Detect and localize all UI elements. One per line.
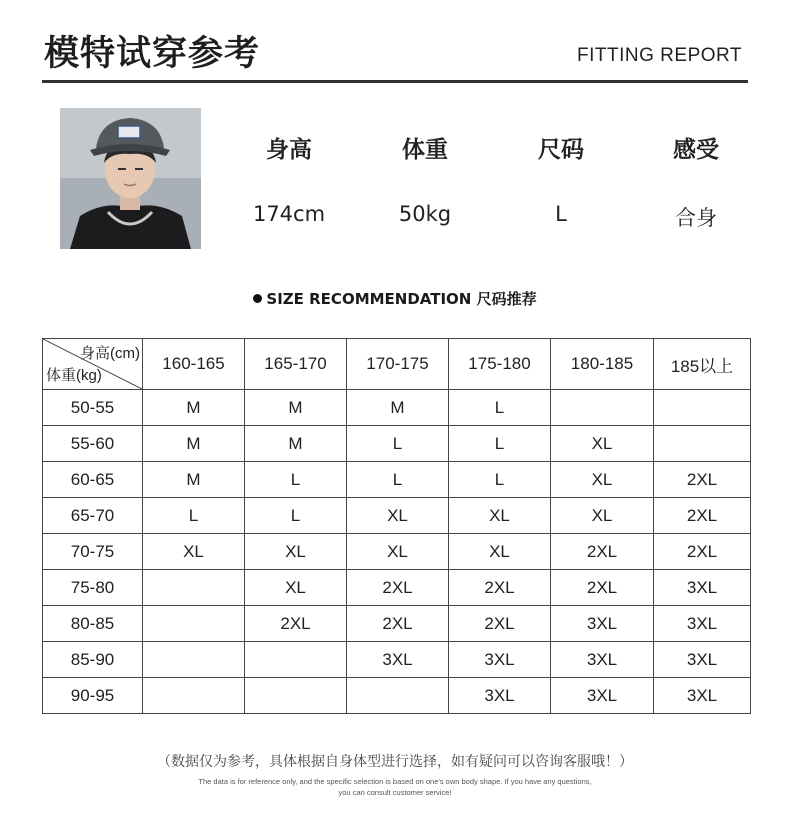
- section-heading-text: SIZE RECOMMENDATION 尺码推荐: [266, 290, 537, 308]
- size-cell: XL: [347, 498, 449, 534]
- weight-row-header: 75-80: [43, 570, 143, 606]
- size-cell: L: [245, 462, 347, 498]
- size-cell: [654, 390, 751, 426]
- height-column-header: 185以上: [654, 339, 751, 390]
- size-cell: 3XL: [347, 642, 449, 678]
- size-cell: M: [245, 426, 347, 462]
- stat-label-size: 尺码: [538, 137, 584, 163]
- table-row: [43, 606, 751, 642]
- size-cell: 3XL: [654, 642, 751, 678]
- size-cell: M: [143, 462, 245, 498]
- size-cell: 3XL: [654, 570, 751, 606]
- size-cell: XL: [245, 570, 347, 606]
- size-cell: [347, 678, 449, 714]
- size-cell: L: [449, 462, 551, 498]
- model-photo: [60, 108, 201, 249]
- size-cell: L: [449, 390, 551, 426]
- weight-row-header: 80-85: [43, 606, 143, 642]
- weight-row-header: 60-65: [43, 462, 143, 498]
- size-cell: 3XL: [551, 642, 654, 678]
- height-column-header: 170-175: [347, 339, 449, 390]
- size-cell: 2XL: [449, 606, 551, 642]
- page-subtitle: FITTING REPORT: [577, 45, 742, 66]
- disclaimer-cn: （数据仅为参考，具体根据自身体型进行选择，如有疑问可以咨询客服哦！）: [157, 754, 633, 770]
- size-cell: 2XL: [654, 498, 751, 534]
- size-cell: 3XL: [449, 678, 551, 714]
- size-cell: L: [245, 498, 347, 534]
- corner-height-label: 身高(cm): [80, 345, 140, 362]
- table-row: [43, 462, 751, 498]
- size-cell: 2XL: [347, 570, 449, 606]
- height-column-header: 175-180: [449, 339, 551, 390]
- size-cell: [143, 642, 245, 678]
- table-row: [43, 678, 751, 714]
- size-cell: 2XL: [347, 606, 449, 642]
- size-cell: M: [347, 390, 449, 426]
- title-divider: [42, 80, 748, 83]
- disclaimer-en: [0, 776, 790, 798]
- size-cell: XL: [245, 534, 347, 570]
- weight-row-header: 70-75: [43, 534, 143, 570]
- size-cell: XL: [551, 426, 654, 462]
- size-cell: 2XL: [654, 462, 751, 498]
- size-cell: [654, 426, 751, 462]
- size-cell: XL: [551, 498, 654, 534]
- table-row: [43, 570, 751, 606]
- size-cell: [245, 678, 347, 714]
- stat-value-weight: 50kg: [398, 202, 452, 226]
- size-cell: 3XL: [551, 606, 654, 642]
- size-cell: 3XL: [449, 642, 551, 678]
- table-row: [43, 534, 751, 570]
- stat-label-fit: 感受: [673, 137, 719, 163]
- stat-label-height: 身高: [266, 137, 312, 163]
- size-cell: 3XL: [654, 678, 751, 714]
- height-column-header: 160-165: [143, 339, 245, 390]
- height-column-header: 180-185: [551, 339, 654, 390]
- table-header-row: [43, 339, 751, 390]
- size-cell: [143, 678, 245, 714]
- size-cell: XL: [449, 534, 551, 570]
- size-cell: 2XL: [449, 570, 551, 606]
- size-chart-table: [42, 338, 751, 714]
- size-cell: M: [143, 426, 245, 462]
- disclaimer-en-line1: The data is for reference only, and the specific selection is based on one's own body shape. If you have any questions,: [198, 777, 592, 786]
- disclaimer-en-line2: you can consult customer service!: [338, 788, 452, 797]
- height-column-header: 165-170: [245, 339, 347, 390]
- stat-value-fit: 合身: [675, 206, 717, 230]
- table-row: [43, 426, 751, 462]
- corner-weight-label: 体重(kg): [46, 367, 102, 384]
- weight-row-header: 90-95: [43, 678, 143, 714]
- weight-row-header: 65-70: [43, 498, 143, 534]
- size-cell: [143, 606, 245, 642]
- size-cell: [245, 642, 347, 678]
- size-cell: M: [245, 390, 347, 426]
- size-cell: 2XL: [654, 534, 751, 570]
- size-cell: 2XL: [551, 534, 654, 570]
- page-title: 模特试穿参考: [44, 34, 261, 74]
- size-cell: [551, 390, 654, 426]
- stat-label-weight: 体重: [402, 137, 448, 163]
- size-cell: XL: [347, 534, 449, 570]
- size-cell: L: [347, 462, 449, 498]
- size-cell: L: [347, 426, 449, 462]
- bullet-dot-icon: [253, 294, 262, 303]
- table-corner-cell: [43, 339, 143, 390]
- size-cell: M: [143, 390, 245, 426]
- size-cell: XL: [449, 498, 551, 534]
- size-cell: XL: [143, 534, 245, 570]
- table-row: [43, 498, 751, 534]
- weight-row-header: 55-60: [43, 426, 143, 462]
- size-cell: 3XL: [654, 606, 751, 642]
- size-cell: L: [143, 498, 245, 534]
- stat-value-size: L: [555, 202, 567, 226]
- size-cell: 2XL: [245, 606, 347, 642]
- size-cell: 2XL: [551, 570, 654, 606]
- weight-row-header: 85-90: [43, 642, 143, 678]
- size-cell: 3XL: [551, 678, 654, 714]
- size-cell: L: [449, 426, 551, 462]
- size-cell: [143, 570, 245, 606]
- section-heading: [0, 288, 790, 309]
- weight-row-header: 50-55: [43, 390, 143, 426]
- size-cell: XL: [551, 462, 654, 498]
- table-row: [43, 642, 751, 678]
- stat-value-height: 174cm: [252, 202, 326, 226]
- table-row: [43, 390, 751, 426]
